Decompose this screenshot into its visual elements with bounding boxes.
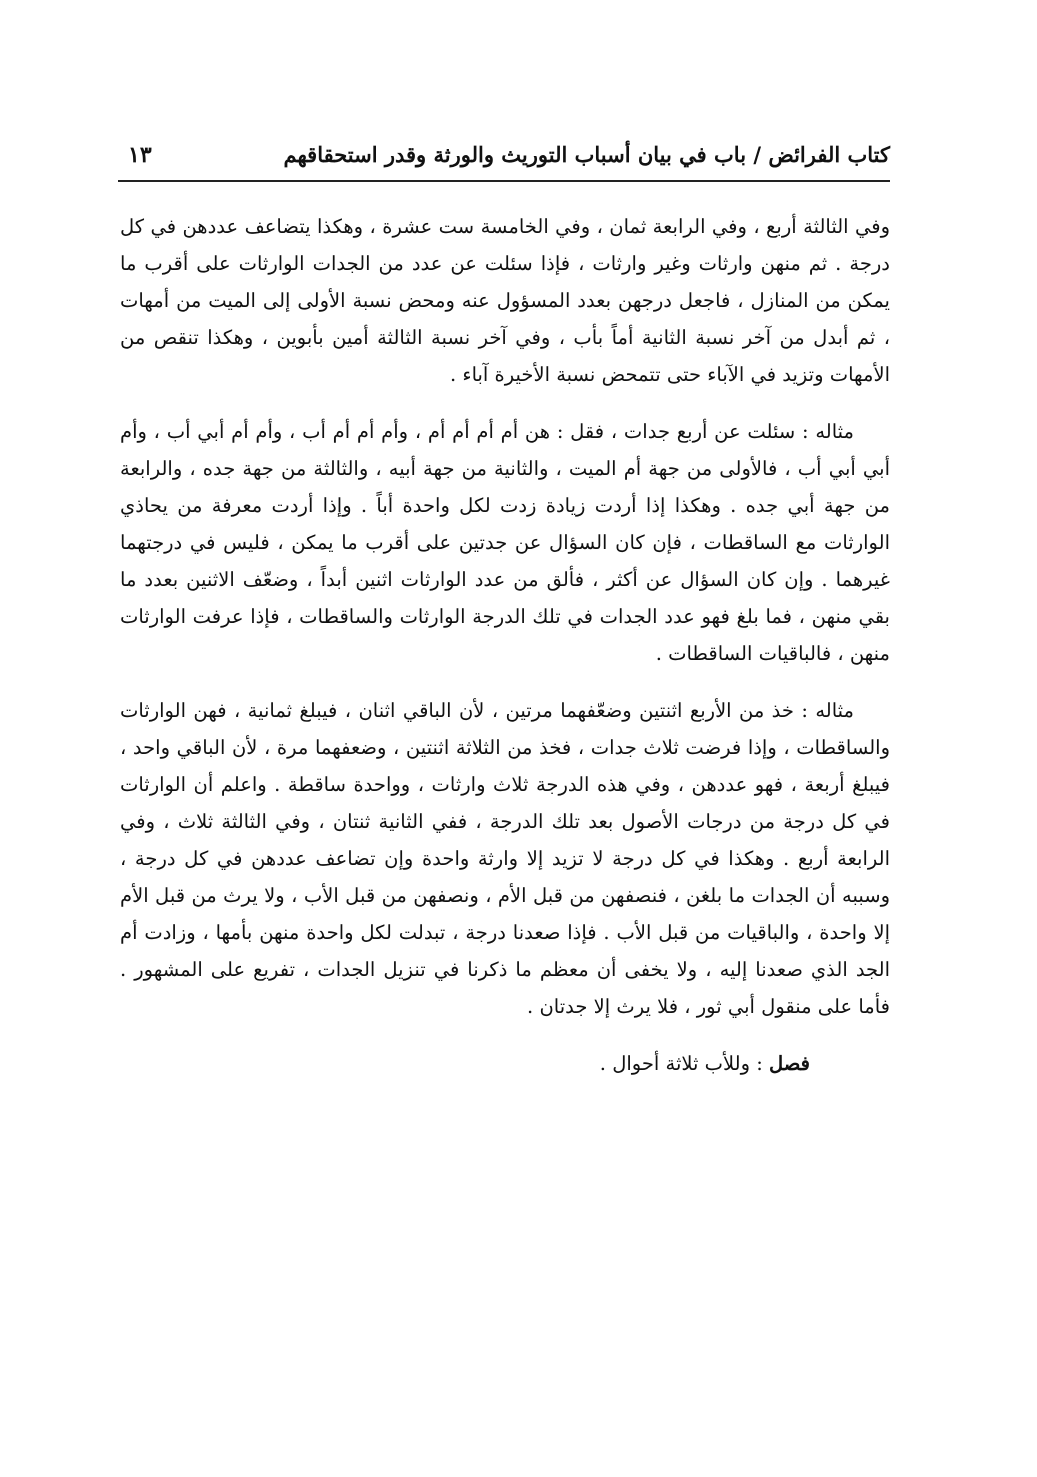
section-label: فصل xyxy=(769,1052,810,1075)
page-number: ١٣ xyxy=(128,142,152,168)
paragraph-1: وفي الثالثة أربع ، وفي الرابعة ثمان ، وفي الخامسة ست عشرة ، وهكذا يتضاعف عددهن في كل درجة . ثم منهن وارثات وغير وارثات ، فإذا سئلت عن عدد من الجدات الوارثات على أقرب ما يمكن من المنازل ، فاجعل درجهن بعدد المسؤول عنه ومحض نسبة الأولى إلى الميت من أمهات ، ثم أبدل من آخر نسبة الثانية أماً بأب ، وفي آخر نسبة الثالثة أمين بأبوين ، وهكذا تنقص من الأمهات وتزيد في الآباء حتى تتمحض نسبة الأخيرة آباء . xyxy=(120,215,890,386)
section-separator: : xyxy=(750,1052,769,1075)
section-heading xyxy=(120,1045,890,1082)
header-rule xyxy=(118,180,890,182)
running-header xyxy=(118,138,890,180)
section-text: وللأب ثلاثة أحوال . xyxy=(599,1052,751,1075)
body-text xyxy=(120,208,890,1082)
paragraph-2: مثاله : سئلت عن أربع جدات ، فقل : هن أم أم أم أم ، وأم أم أم أب ، وأم أم أبي أب ، وأم أبي أبي أب ، فالأولى من جهة أم الميت ، والثانية من جهة أبيه ، والثالثة من جهة جده ، والرابعة من جهة أبي جده . وهكذا إذا أردت زيادة زدت لكل واحدة أباً . وإذا أردت معرفة من يحاذي الوارثات مع الساقطات ، فإن كان السؤال عن جدتين على أقرب ما يمكن ، فليس في درجتهما غيرهما . وإن كان السؤال عن أكثر ، فألق من عدد الوارثات اثنين أبداً ، وضعّف الاثنين بعدد ما بقي منهن ، فما بلغ فهو عدد الجدات في تلك الدرجة الوارثات والساقطات ، فإذا عرفت الوارثات منهن ، فالباقيات الساقطات . xyxy=(120,420,890,665)
header-title: كتاب الفرائض / باب في بيان أسباب التوريث والورثة وقدر استحقاقهم xyxy=(283,142,890,167)
paragraph-3: مثاله : خذ من الأربع اثنتين وضعّفهما مرتين ، لأن الباقي اثنان ، فيبلغ ثمانية ، فهن الوارثات والساقطات ، وإذا فرضت ثلاث جدات ، فخذ من الثلاثة اثنتين ، وضعفهما مرة ، لأن الباقي واحد ، فيبلغ أربعة ، فهو عددهن ، وفي هذه الدرجة ثلاث وارثات ، وواحدة ساقطة . واعلم أن الوارثات في كل درجة من درجات الأصول بعد تلك الدرجة ، ففي الثانية ثنتان ، وفي الثالثة ثلاث ، وفي الرابعة أربع . وهكذا في كل درجة لا تزيد إلا وارثة واحدة وإن تضاعف عددهن في كل درجة ، وسببه أن الجدات ما بلغن ، فنصفهن من قبل الأم ، ونصفهن من قبل الأب ، ولا يرث من قبل الأم إلا واحدة ، والباقيات من قبل الأب . فإذا صعدنا درجة ، تبدلت لكل واحدة منهن بأمها ، وزادت أم الجد الذي صعدنا إليه ، ولا يخفى أن معظم ما ذكرنا في تنزيل الجدات ، تفريع على المشهور . فأما على منقول أبي ثور ، فلا يرث إلا جدتان . xyxy=(120,699,890,1018)
